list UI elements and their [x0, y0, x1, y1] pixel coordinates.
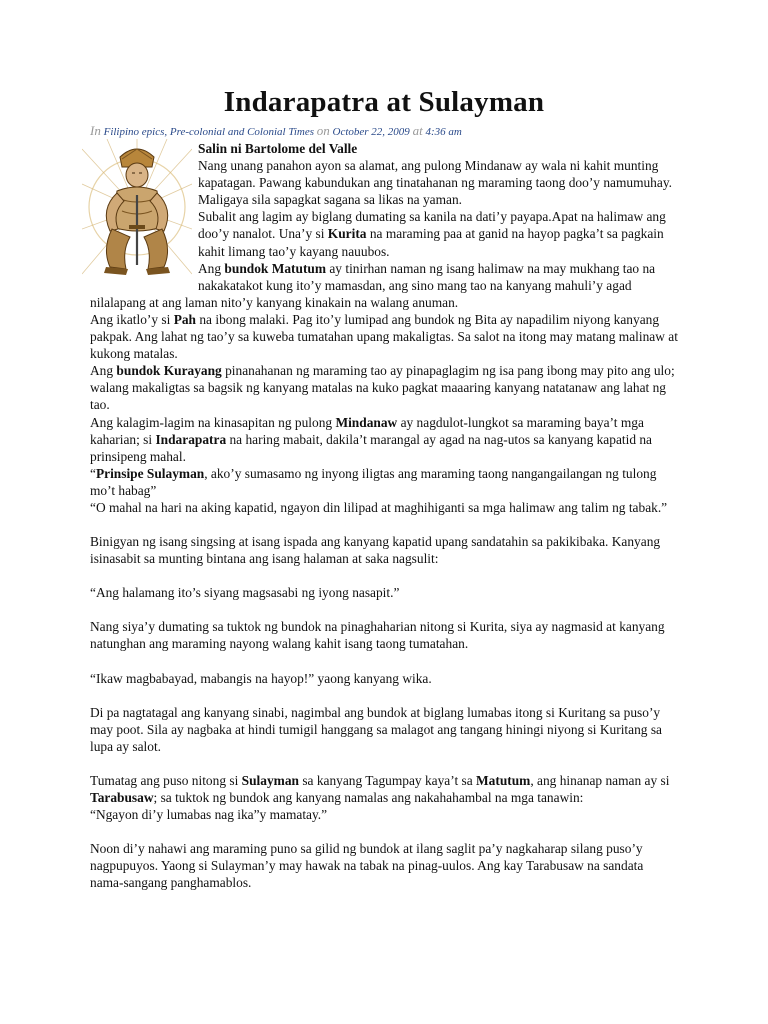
- meta-at: at: [412, 123, 423, 138]
- paragraph: Ang ikatlo’y si Pah na ibong malaki. Pag ito’y lumipad ang bundok ng Bita ay napadilim niyong kanyang pakpak. Ang lahat ng tao’y sa kuweba tumatahan upang makaligtas. Sa salot na itong may matang malinaw at kukong matalas.: [90, 311, 678, 362]
- paragraph: “Prinsipe Sulayman, ako’y sumasamo ng inyong iligtas ang maraming taong nangangailangan ng tulong mo’t habag”: [90, 465, 657, 498]
- paragraph: “Ngayon di’y lumabas nag ika”y mamatay.”: [90, 807, 328, 823]
- paragraph: Nang unang panahon ayon sa alamat, ang pulong Mindanaw ay wala ni kahit munting kapatagan. Pawang kabundukan ang tinatahanan ng maraming taong doo’y namumuhay. Maligaya sila sapagkat sagana sa likas na yaman.: [198, 158, 672, 208]
- paragraph: Noon di’y nahawi ang maraming puno sa gilid ng bundok at ilang saglit pa’y nagkaharap silang puso’y nagpupuyos. Yaong si Sulayman’y may hawak na tabak na pinag-uulos. Ang kay Tarabusaw na sandata nama-sangang panghamablos.: [90, 841, 644, 891]
- paragraph: Di pa nagtatagal ang kanyang sinabi, nagimbal ang bundok at biglang lumabas itong si Kuritang sa puso’y may poot. Sila ay nagbaka at hindi tumigil hanggang sa malagot ang tangang hiningi niyong si Kuritang sa lupa ay salot.: [90, 704, 662, 754]
- paragraph: Subalit ang lagim ay biglang dumating sa kanila na dati’y payapa.Apat na halimaw ang doo’y nanalot. Una’y si Kurita na maraming paa at ganid na hayop pagka’t sa pagkain kahit limang tao’y kayang nauubos.: [198, 209, 666, 259]
- paragraph: Ang bundok Kurayang pinanahanan ng maraming tao ay pinapaglagim ng isa pang ibong may pito ang ulo; walang makaligtas sa bagsik ng kanyang matalas na kuko pagkat maaaring kanyang natatanaw ang lahat ng tao.: [90, 363, 675, 413]
- post-date: October 22, 2009: [332, 126, 410, 138]
- article-body: [90, 140, 680, 891]
- paragraph: “Ang halamang ito’s siyang magsasabi ng iyong nasapit.”: [90, 585, 400, 601]
- paragraph: Ang bundok Matutum ay tinirhan naman ng isang halimaw na may mukhang tao na nakakatakot kung ito’y mamasdan, ang sino mang tao na kanyang mahuli’y agad nilalapang at ang laman nito’y kanyang kinakain na walang anuman.: [90, 260, 656, 310]
- translator-byline: Salin ni Bartolome del Valle: [198, 141, 358, 156]
- paragraph: Tumatag ang puso nitong si Sulayman sa kanyang Tagumpay kaya’t sa Matutum, ang hinanap naman ay si Tarabusaw; sa tuktok ng bundok ang kanyang namalas ang nakahahambal na mga tanawin:: [90, 772, 670, 805]
- paragraph: Ang kalagim-lagim na kinasapitan ng pulong Mindanaw ay nagdulot-lungkot sa maraming baya’t mga kaharian; si Indarapatra na haring mabait, dakila’t marangal ay agad na nag-utos sa kanyang kapatid na prinsipeng mahal.: [90, 414, 653, 464]
- paragraph: Nang siya’y dumating sa tuktok ng bundok na pinaghaharian nitong si Kurita, siya ay nagmasid at kanyang natunghan ang maraming nayong walang kahit isang taong tumatahan.: [90, 619, 665, 652]
- meta-in: In: [90, 123, 101, 138]
- category-links[interactable]: Filipino epics, Pre-colonial and Colonial Times: [103, 126, 315, 138]
- paragraph: “O mahal na hari na aking kapatid, ngayon din lilipad at maghihiganti sa mga halimaw ang talim ng tabak.”: [90, 499, 668, 515]
- post-time: 4:36 am: [425, 126, 462, 138]
- paragraph: Binigyan ng isang singsing at isang ispada ang kanyang kapatid upang sandatahin sa pakikibaka. Kanyang isinasabit sa munting bintana ang isang halaman at saka nagsulit:: [90, 534, 661, 567]
- meta-on: on: [316, 123, 330, 138]
- paragraph: “Ikaw magbabayad, mabangis na hayop!” yaong kanyang wika.: [90, 670, 432, 686]
- post-meta: [90, 123, 730, 139]
- article-title: Indarapatra at Sulayman: [223, 86, 545, 118]
